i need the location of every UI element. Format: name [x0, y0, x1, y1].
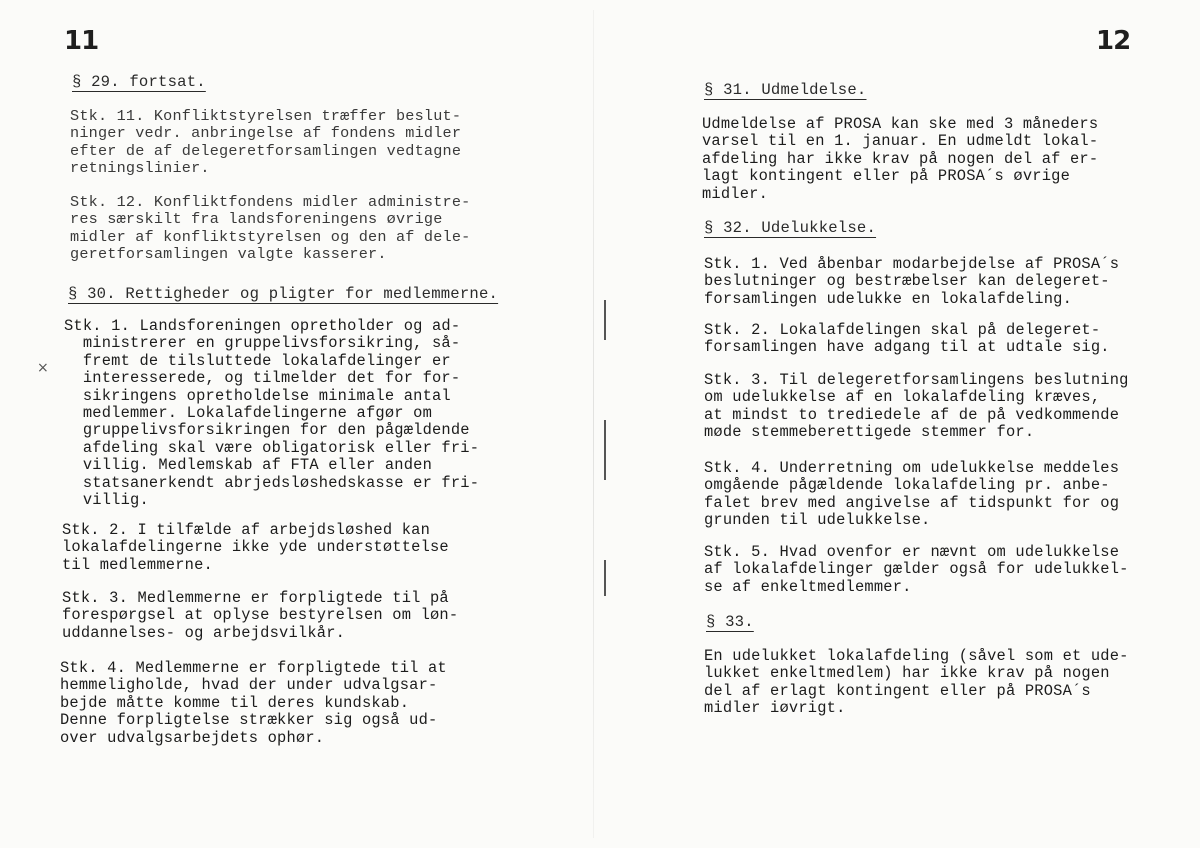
paragraph-stk-1: Stk. 1. Ved åbenbar modarbejdelse af PROSA´s beslutninger og bestræbelser kan delegeret- forsamlingen udelukke en lokalafdeling. — [704, 255, 1120, 308]
paragraph-stk-3: Stk. 3. Medlemmerne er forpligtede til på forespørgsel at oplyse bestyrelsen om løn- uddannelses- og arbejdsvilkår. — [62, 589, 459, 642]
section-heading: § 30. Rettigheder og pligter for medlemmerne. — [68, 285, 499, 303]
page-number: 11 — [64, 26, 99, 56]
section-heading: § 31. Udmeldelse. — [704, 81, 867, 99]
paragraph-stk-2: Stk. 2. Lokalafdelingen skal på delegeret- forsamlingen have adgang til at udtale sig. — [704, 321, 1110, 357]
page-right — [596, 0, 1200, 848]
paragraph-stk-1: Stk. 1. Landsforeningen opretholder og ad- ministrerer en gruppelivsforsikring, så- fremt de tilsluttede lokalafdelinger er interesserede, og tilmelder det for for- sikringens opretholdelse minimale antal medlemmer. Lokalafdelingerne afgør om gruppelivsforsikringen for den pågældende afdeling skal være obligatorisk eller fri- villig. Medlemskab af FTA eller anden statsanerkendt abrjedsløshedskasse er fri- villig. — [64, 317, 480, 510]
section-heading: § 32. Udelukkelse. — [704, 219, 877, 237]
paragraph-stk-12: Stk. 12. Konfliktfondens midler administre- res særskilt fra landsforeningens øvrige midler af konfliktstyrelsen og den af dele- geretforsamlingen valgte kasserer. — [70, 193, 471, 264]
paragraph-stk-2: Stk. 2. I tilfælde af arbejdsløshed kan lokalafdelingerne ikke yde understøttelse til medlemmerne. — [62, 521, 449, 574]
paragraph-section-33: En udelukket lokalafdeling (såvel som et ude- lukket enkeltmedlem) har ikke krav på nogen del af erlagt kontingent eller på PROSA´s midler iøvrigt. — [704, 647, 1129, 718]
paragraph-stk-4: Stk. 4. Underretning om udelukkelse meddeles omgående pågældende lokalafdeling pr. anbe- falet brev med angivelse af tidspunkt for og grunden til udelukkelse. — [704, 459, 1120, 530]
paragraph-stk-11: Stk. 11. Konfliktstyrelsen træffer beslut- ninger vedr. anbringelse af fondens midler efter de af delegeretforsamlingen vedtagne retningslinier. — [70, 107, 462, 178]
paragraph-stk-3: Stk. 3. Til delegeretforsamlingens beslutning om udelukkelse af en lokalafdeling kræves, at mindst to trediedele af de på vedkommende møde stemmeberettigede stemmer for. — [704, 371, 1129, 442]
page-number: 12 — [1096, 26, 1131, 56]
paragraph-udmeldelse: Udmeldelse af PROSA kan ske med 3 måneders varsel til en 1. januar. En udmeldt lokal- afdeling har ikke krav på nogen del af er- lagt kontingent eller på PROSA´s øvrige midler. — [702, 115, 1099, 203]
page-left — [0, 0, 596, 848]
paragraph-stk-4: Stk. 4. Medlemmerne er forpligtede til at hemmeligholde, hvad der under udvalgsar- bejde måtte komme til deres kundskab. Denne forpligtelse strækker sig også ud- over udvalgsarbejdets ophør. — [60, 659, 447, 747]
section-heading: § 33. — [706, 613, 754, 631]
margin-cross-mark: × — [37, 360, 49, 376]
paragraph-stk-5: Stk. 5. Hvad ovenfor er nævnt om udelukkelse af lokalafdelinger gælder også for udelukkel- se af enkeltmedlemmer. — [704, 543, 1129, 596]
section-heading: § 29. fortsat. — [72, 73, 206, 91]
